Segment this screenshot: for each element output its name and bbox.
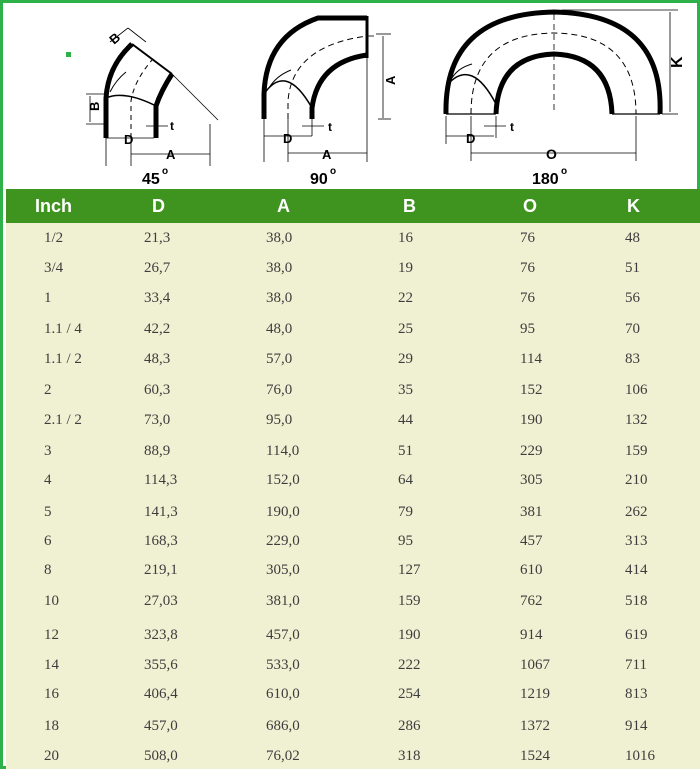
cell-a: 190,0 [266,504,300,520]
label-90-deg: o [330,166,337,177]
cell-inch: 3/4 [44,260,64,276]
cell-d: 508,0 [144,748,178,764]
elbow-180-drawing [446,10,678,161]
table-row [6,465,700,495]
cell-d: 141,3 [144,504,178,520]
cell-inch: 10 [44,593,59,609]
table-body [6,223,700,769]
elbow-diagram [6,6,700,189]
cell-a: 38,0 [266,290,293,306]
cell-k: 159 [625,443,648,459]
label-180-k: K [669,56,686,68]
cell-b: 318 [398,748,421,764]
table-row [6,741,700,771]
cell-inch: 8 [44,562,52,578]
cell-k: 914 [625,718,648,734]
cell-a: 305,0 [266,562,300,578]
cell-b: 51 [398,443,413,459]
cell-inch: 6 [44,533,52,549]
table-row [6,497,700,527]
cell-k: 813 [625,686,648,702]
label-90-t: t [328,120,332,134]
cell-d: 355,6 [144,657,178,673]
table-row [6,679,700,709]
cell-a: 533,0 [266,657,300,673]
label-45-angle: 45 [142,171,160,188]
cell-o: 76 [520,290,535,306]
cell-a: 152,0 [266,472,300,488]
table-row [6,555,700,585]
label-180-t: t [510,120,514,134]
cell-inch: 1.1 / 4 [44,321,82,337]
cell-k: 48 [625,230,640,246]
cell-a: 610,0 [266,686,300,702]
cell-d: 60,3 [144,382,171,398]
header-k: K [627,196,640,216]
cell-o: 76 [520,230,535,246]
cell-o: 114 [520,351,542,367]
cell-o: 305 [520,472,543,488]
table-row [6,586,700,616]
cell-d: 42,2 [144,321,171,337]
cell-d: 406,4 [144,686,178,702]
header-a: A [277,196,290,216]
cell-k: 70 [625,321,640,337]
cell-inch: 1/2 [44,230,64,246]
cell-inch: 3 [44,443,52,459]
cell-inch: 1.1 / 2 [44,351,82,367]
label-45-deg: o [162,166,169,177]
cell-d: 21,3 [144,230,171,246]
cell-o: 914 [520,627,543,643]
cell-inch: 12 [44,627,59,643]
cell-a: 457,0 [266,627,300,643]
cell-o: 1067 [520,657,550,673]
cell-k: 1016 [625,748,655,764]
cell-a: 381,0 [266,593,300,609]
cell-a: 95,0 [266,412,293,428]
label-90-a-side: A [383,75,398,85]
cell-b: 64 [398,472,413,488]
table-row [6,436,700,466]
label-180-o: O [546,146,557,162]
cell-d: 33,4 [144,290,171,306]
cell-b: 44 [398,412,413,428]
cell-a: 38,0 [266,230,293,246]
cell-a: 76,02 [266,748,300,764]
table-row [6,253,700,283]
label-45-b-top: B [106,29,124,48]
cell-d: 114,3 [144,472,178,488]
cell-o: 95 [520,321,535,337]
cell-b: 16 [398,230,413,246]
cell-b: 222 [398,657,421,673]
cell-k: 132 [625,412,648,428]
cell-d: 323,8 [144,627,178,643]
table-row [6,344,700,374]
cell-b: 159 [398,593,421,609]
cell-inch: 1 [44,290,52,306]
cell-d: 48,3 [144,351,171,367]
cell-b: 190 [398,627,421,643]
label-180-deg: o [561,166,568,177]
table-row [6,405,700,435]
cell-b: 22 [398,290,413,306]
cell-o: 229 [520,443,543,459]
cell-a: 76,0 [266,382,293,398]
cell-d: 73,0 [144,412,171,428]
cell-a: 38,0 [266,260,293,276]
table-row [6,223,700,253]
table-row [6,314,700,344]
cell-d: 219,1 [144,562,178,578]
cell-o: 190 [520,412,543,428]
cell-o: 762 [520,593,543,609]
table-header [6,189,700,223]
label-90-d: D [283,131,293,146]
cell-inch: 20 [44,748,59,764]
cell-d: 26,7 [144,260,171,276]
cell-o: 1524 [520,748,550,764]
label-45-t: t [170,119,174,133]
label-180-angle: 180 [532,171,559,188]
cell-inch: 18 [44,718,59,734]
cell-b: 95 [398,533,413,549]
cell-b: 79 [398,504,413,520]
cell-d: 88,9 [144,443,171,459]
cell-k: 106 [625,382,648,398]
green-marker [66,52,71,57]
cell-o: 1372 [520,718,550,734]
cell-b: 127 [398,562,421,578]
cell-o: 381 [520,504,543,520]
cell-o: 1219 [520,686,550,702]
header-b: B [403,196,416,216]
cell-k: 518 [625,593,648,609]
label-90-angle: 90 [310,171,328,188]
cell-inch: 4 [44,472,52,488]
label-45-a: A [166,147,176,162]
label-90-a: A [322,147,332,162]
cell-b: 286 [398,718,421,734]
table-row [6,620,700,650]
cell-k: 51 [625,260,640,276]
cell-k: 56 [625,290,640,306]
header-inch: Inch [35,196,73,216]
cell-b: 25 [398,321,413,337]
cell-a: 48,0 [266,321,293,337]
cell-b: 254 [398,686,421,702]
cell-a: 229,0 [266,533,300,549]
table-row [6,711,700,741]
cell-a: 686,0 [266,718,300,734]
cell-o: 76 [520,260,535,276]
label-180-d: D [466,131,476,146]
cell-k: 414 [625,562,648,578]
cell-b: 19 [398,260,413,276]
cell-o: 610 [520,562,543,578]
cell-k: 262 [625,504,648,520]
cell-k: 210 [625,472,648,488]
label-45-d: D [124,132,134,147]
cell-b: 29 [398,351,413,367]
cell-k: 619 [625,627,648,643]
header-o: O [523,196,538,216]
table-row [6,283,700,313]
cell-inch: 14 [44,657,59,673]
cell-o: 152 [520,382,543,398]
cell-k: 83 [625,351,640,367]
cell-d: 27,03 [144,593,178,609]
cell-d: 168,3 [144,533,178,549]
cell-d: 457,0 [144,718,178,734]
cell-b: 35 [398,382,413,398]
cell-o: 457 [520,533,543,549]
cell-a: 57,0 [266,351,293,367]
label-45-b-side: B [87,101,102,111]
header-d: D [152,196,165,216]
cell-inch: 5 [44,504,52,520]
table-row [6,526,700,556]
cell-inch: 16 [44,686,59,702]
table-row [6,375,700,405]
cell-k: 313 [625,533,648,549]
cell-inch: 2.1 / 2 [44,412,82,428]
cell-inch: 2 [44,382,52,398]
elbow-45-drawing [86,28,218,166]
cell-a: 114,0 [266,443,300,459]
cell-k: 711 [625,657,647,673]
table-row [6,650,700,680]
